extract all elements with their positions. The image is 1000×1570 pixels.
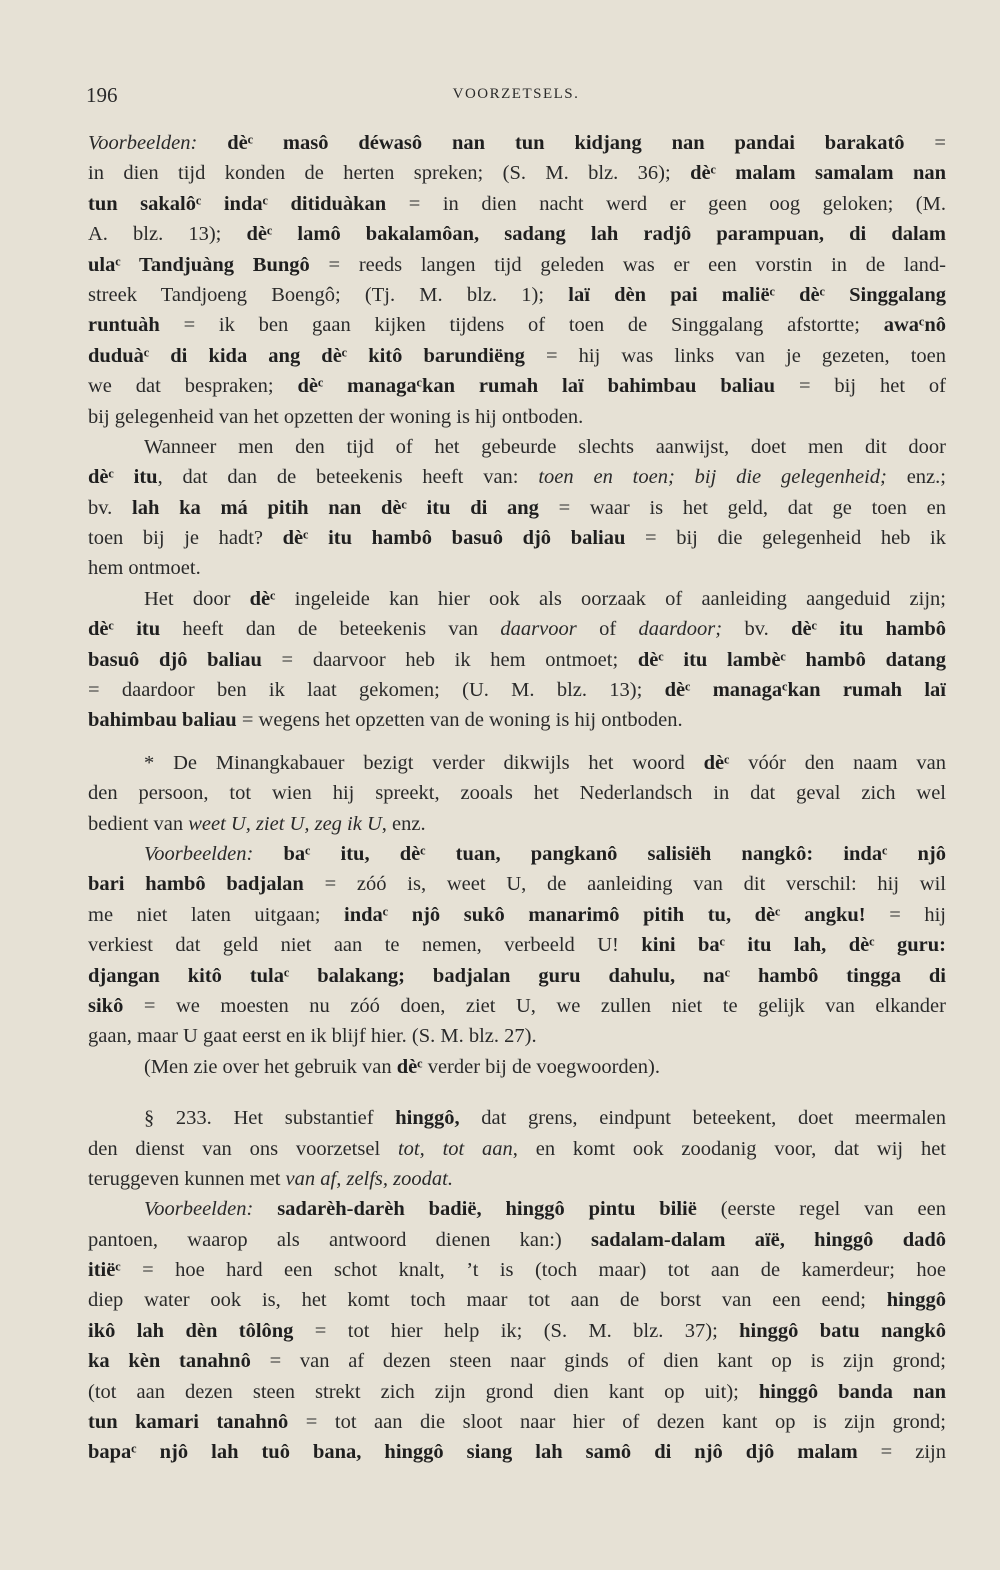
malay-term: dèᶜ bbox=[396, 1055, 423, 1078]
malay-term: bari hambô badjalan bbox=[88, 873, 304, 896]
malay-term: dèᶜ itu bbox=[88, 466, 158, 489]
text-run: = in dien nacht werd er geen oog geloken; (M. bbox=[386, 192, 946, 215]
text-run: = wegens het opzetten van de woning is hij ontboden. bbox=[236, 709, 683, 732]
text-run: me niet laten uitgaan; bbox=[88, 903, 345, 926]
text-run: = tot aan die sloot naar hier of dezen kant op is zijn grond; bbox=[288, 1411, 946, 1434]
text-line bbox=[88, 930, 946, 960]
text-lines bbox=[88, 128, 946, 1468]
text-run: bedient van bbox=[88, 812, 189, 835]
text-line bbox=[88, 553, 946, 583]
malay-term: dèᶜ itu hambô basuô djô baliau bbox=[282, 527, 626, 550]
italic-text: Voorbeelden: bbox=[144, 1198, 254, 1221]
malay-term: djangan kitô tulaᶜ balakang; badjalan guru dahulu, naᶜ hambô tingga di bbox=[88, 964, 946, 987]
text-run: = ik ben gaan kijken tijdens of toen de Singgalang afstortte; bbox=[159, 314, 884, 337]
text-line bbox=[88, 1225, 946, 1255]
text-run bbox=[197, 132, 227, 154]
text-line bbox=[88, 250, 946, 280]
text-run: = daarvoor heb ik hem ontmoet; bbox=[261, 648, 638, 671]
text-line bbox=[88, 1316, 946, 1346]
malay-term: ikô lah dèn tôlông bbox=[88, 1319, 294, 1342]
text-line bbox=[88, 1377, 946, 1407]
text-run: enz.; bbox=[886, 466, 946, 489]
malay-term: dèᶜ itu bbox=[88, 618, 161, 641]
malay-term: basuô djô baliau bbox=[88, 648, 262, 671]
page-number: 196 bbox=[86, 83, 118, 107]
text-run: = hij bbox=[865, 903, 947, 926]
text-run: Wanneer men den tijd of het gebeurde slechts aanwijst, doet men dit door bbox=[144, 435, 946, 458]
text-run: diep water ook is, het komt toch maar tot aan de borst van een eend; bbox=[88, 1289, 887, 1312]
text-line bbox=[88, 1285, 946, 1315]
text-run: bij gelegenheid van het opzetten der woning is hij ontboden. bbox=[88, 405, 584, 428]
text-line bbox=[88, 1437, 946, 1467]
malay-term: dèᶜ managaᶜkan rumah laï bahimbau baliau bbox=[297, 375, 776, 398]
text-run: (Men zie over het gebruik van bbox=[144, 1055, 397, 1078]
text-line bbox=[88, 371, 946, 401]
text-run: bv. bbox=[722, 618, 792, 641]
text-line bbox=[88, 1164, 946, 1194]
text-run: = tot hier help ik; (S. M. blz. 37); bbox=[293, 1319, 740, 1342]
running-title: VOORZETSELS. bbox=[452, 86, 580, 102]
text-run: verkiest dat geld niet aan te nemen, verbeeld U! bbox=[88, 934, 642, 957]
text-line bbox=[88, 219, 946, 249]
italic-text: daardoor; bbox=[638, 618, 723, 641]
malay-term: hinggô bbox=[886, 1289, 946, 1312]
text-line bbox=[88, 1194, 946, 1224]
text-run: vóór den naam van bbox=[729, 751, 946, 774]
malay-term: dèᶜ bbox=[703, 751, 730, 774]
text-line bbox=[88, 1052, 946, 1082]
text-line bbox=[88, 645, 946, 675]
malay-term: dèᶜ itu lambèᶜ hambô datang bbox=[637, 648, 946, 671]
malay-term: sikô bbox=[88, 994, 124, 1017]
text-run: = reeds langen tijd geleden was er een vorstin in de land- bbox=[309, 253, 946, 276]
malay-term: tun kamari tanahnô bbox=[88, 1411, 289, 1434]
text-line bbox=[88, 614, 946, 644]
text-run: of bbox=[576, 618, 639, 641]
text-run: gaan, maar U gaat eerst en ik blijf hier. (S. M. blz. 27). bbox=[88, 1025, 537, 1048]
malay-term: ka kèn tanahnô bbox=[88, 1350, 251, 1373]
text-run: ingeleide kan hier ook als oorzaak of aanleiding aangeduid zijn; bbox=[275, 587, 946, 610]
text-line bbox=[88, 748, 946, 778]
text-run: = bbox=[904, 132, 946, 154]
text-line bbox=[88, 900, 946, 930]
text-run: den persoon, tot wien hij spreekt, zooals het Nederlandsch in dat geval zich wel bbox=[88, 782, 946, 805]
text-line bbox=[88, 584, 946, 614]
malay-term: laï dèn pai maliëᶜ dèᶜ Singgalang bbox=[568, 283, 946, 306]
text-line bbox=[88, 341, 946, 371]
text-line bbox=[88, 869, 946, 899]
text-line bbox=[88, 705, 946, 735]
text-run: § 233. Het substantief bbox=[144, 1107, 396, 1130]
malay-term: itiëᶜ bbox=[88, 1259, 121, 1282]
paragraph-gap bbox=[88, 736, 946, 748]
text-line bbox=[88, 839, 946, 869]
italic-text: Voorbeelden: bbox=[88, 132, 198, 154]
italic-text: weet U, ziet U, zeg ik U bbox=[188, 812, 382, 835]
text-run: den dienst van ons voorzetsel bbox=[88, 1137, 398, 1160]
text-run: teruggeven kunnen met bbox=[88, 1167, 286, 1190]
text-run: verder bij de voegwoorden). bbox=[422, 1055, 660, 1078]
text-run: = zóó is, weet U, de aanleiding van dit verschil: hij wil bbox=[303, 873, 947, 896]
malay-term: kini baᶜ itu lah, dèᶜ guru: bbox=[641, 934, 946, 957]
text-run: = hoe hard een schot knalt, ’t is (toch maar) tot aan de kamerdeur; hoe bbox=[120, 1259, 946, 1282]
malay-term: dèᶜ malam samalam nan bbox=[690, 162, 947, 185]
malay-term: dèᶜ lamô bakalamôan, sadang lah radjô parampuan, di dalam bbox=[246, 223, 946, 246]
text-run: pantoen, waarop als antwoord dienen kan:) bbox=[88, 1228, 592, 1251]
text-run: = bij die gelegenheid heb ik bbox=[625, 527, 947, 550]
text-line bbox=[88, 128, 946, 158]
text-run: , en komt ook zoodanig voor, dat wij het bbox=[512, 1137, 946, 1160]
malay-term: hinggô, bbox=[395, 1107, 460, 1130]
text-line bbox=[88, 1255, 946, 1285]
text-run: streek Tandjoeng Boengô; (Tj. M. blz. 1); bbox=[88, 283, 569, 306]
text-run: dat grens, eindpunt beteekent, doet meermalen bbox=[459, 1107, 947, 1130]
malay-term: baᶜ itu, dèᶜ tuan, pangkanô salisiëh nangkô: indaᶜ njô bbox=[283, 842, 947, 865]
malay-term: awaᶜnô bbox=[883, 314, 946, 337]
malay-term: lah ka má pitih nan dèᶜ itu di ang bbox=[132, 496, 539, 519]
paragraph-gap bbox=[88, 1082, 946, 1103]
text-run: in dien tijd konden de herten spreken; (S. M. blz. 36); bbox=[88, 162, 691, 185]
malay-term: dèᶜ masô déwasô nan tun kidjang nan pandai barakatô bbox=[227, 132, 905, 154]
text-run: heeft dan de beteekenis van bbox=[160, 618, 501, 641]
text-line bbox=[88, 493, 946, 523]
text-run: , enz. bbox=[381, 812, 426, 835]
text-line bbox=[88, 1407, 946, 1437]
text-run: , dat dan de beteekenis heeft van: bbox=[157, 466, 539, 489]
italic-text: tot, tot aan bbox=[397, 1137, 513, 1160]
text-line bbox=[88, 991, 946, 1021]
text-run: (tot aan dezen steen strekt zich zijn grond dien kant op uit); bbox=[88, 1380, 759, 1403]
italic-text: toen en toen; bij die gelegenheid; bbox=[538, 466, 887, 489]
malay-term: dèᶜ managaᶜkan rumah laï bbox=[664, 679, 946, 702]
malay-term: sadarèh-darèh badië, hinggô pintu bilië bbox=[277, 1198, 697, 1221]
text-line bbox=[88, 523, 946, 553]
malay-term: dèᶜ bbox=[249, 587, 276, 610]
text-line bbox=[88, 432, 946, 462]
malay-term: duduàᶜ di kida ang dèᶜ kitô barundiëng bbox=[88, 344, 525, 367]
text-run bbox=[253, 1198, 277, 1220]
text-line bbox=[88, 462, 946, 492]
malay-term: sadalam-dalam aïë, hinggô dadô bbox=[591, 1228, 947, 1251]
text-run: = waar is het geld, dat ge toen en bbox=[538, 496, 946, 519]
text-run: = bij het of bbox=[775, 375, 946, 398]
malay-term: dèᶜ itu hambô bbox=[791, 618, 946, 641]
text-run bbox=[253, 843, 283, 865]
page-header bbox=[86, 83, 946, 113]
italic-text: Voorbeelden: bbox=[144, 842, 254, 865]
text-run: A. blz. 13); bbox=[88, 223, 247, 246]
text-run: toen bij je hadt? bbox=[88, 527, 283, 550]
text-line bbox=[88, 158, 946, 188]
text-run: hem ontmoet. bbox=[88, 557, 201, 580]
italic-text: van af, zelfs, zoodat. bbox=[285, 1167, 453, 1190]
text-line bbox=[88, 1021, 946, 1051]
text-run: we dat bespraken; bbox=[88, 375, 298, 398]
text-run: = zijn bbox=[857, 1441, 946, 1464]
malay-term: indaᶜ njô sukô manarimô pitih tu, dèᶜ angku! bbox=[344, 903, 866, 926]
text-run: = we moesten nu zóó doen, ziet U, we zullen niet te gelijk van elkander bbox=[123, 994, 946, 1017]
text-run: Het door bbox=[144, 587, 250, 610]
text-line bbox=[88, 1346, 946, 1376]
malay-term: hinggô banda nan bbox=[758, 1380, 946, 1403]
text-line bbox=[88, 310, 946, 340]
malay-term: runtuàh bbox=[88, 314, 160, 337]
text-run: bv. bbox=[88, 496, 133, 519]
text-line bbox=[88, 778, 946, 808]
text-line bbox=[88, 402, 946, 432]
text-run: = van af dezen steen naar ginds of dien kant op is zijn grond; bbox=[250, 1350, 946, 1373]
text-run: * De Minangkabauer bezigt verder dikwijls het woord bbox=[144, 751, 704, 774]
malay-term: hinggô batu nangkô bbox=[739, 1319, 946, 1342]
text-line bbox=[88, 1103, 946, 1133]
malay-term: bapaᶜ njô lah tuô bana, hinggô siang lah samô di njô djô malam bbox=[88, 1441, 858, 1464]
text-line bbox=[88, 675, 946, 705]
text-run: = daardoor ben ik laat gekomen; (U. M. blz. 13); bbox=[88, 679, 665, 702]
text-line bbox=[88, 280, 946, 310]
malay-term: bahimbau baliau bbox=[88, 709, 237, 732]
text-line bbox=[88, 809, 946, 839]
body-text bbox=[88, 128, 946, 1468]
malay-term: ulaᶜ Tandjuàng Bungô bbox=[88, 253, 310, 276]
malay-term: tun sakalôᶜ indaᶜ ditiduàkan bbox=[88, 192, 387, 215]
italic-text: daarvoor bbox=[500, 618, 577, 641]
text-line bbox=[88, 1134, 946, 1164]
text-run: (eerste regel van een bbox=[696, 1198, 947, 1221]
text-line bbox=[88, 189, 946, 219]
text-line bbox=[88, 961, 946, 991]
text-run: = hij was links van je gezeten, toen bbox=[524, 344, 946, 367]
